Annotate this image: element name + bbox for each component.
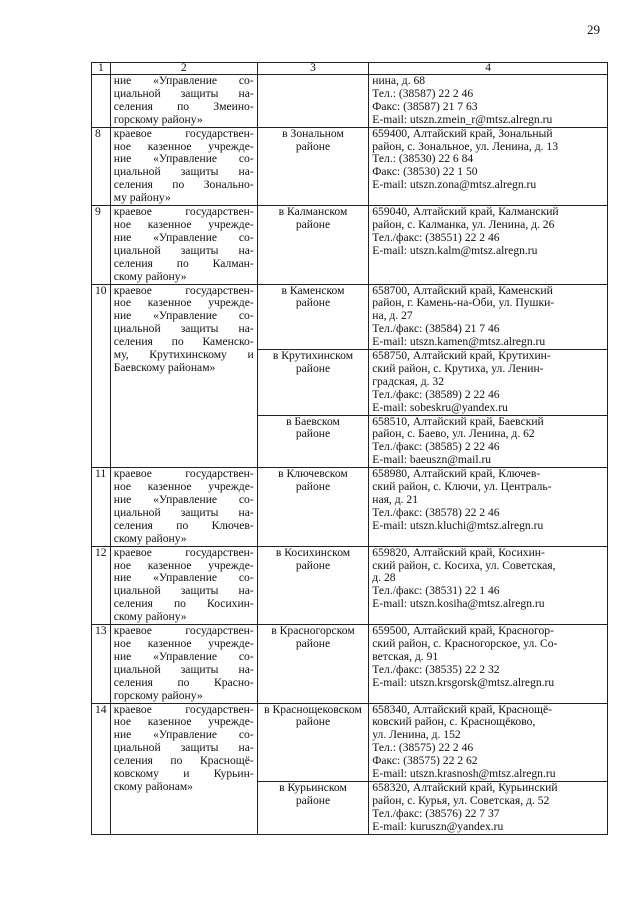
district-name: [257, 75, 369, 128]
district-name-line: районе: [295, 217, 331, 231]
contact-line: ский район, с. Красногорское, ул. Со-: [372, 636, 558, 650]
contact-line: E-mail: utszn.kalm@mtsz.alregn.ru: [372, 243, 538, 257]
contact-line: район, с. Зональное, ул. Ленина, д. 13: [372, 139, 558, 153]
institution-name-line: краевое государствен-: [113, 545, 254, 559]
institution-name-line: краевое государствен-: [113, 205, 254, 219]
contact-line: 658700, Алтайский край, Каменский: [372, 283, 553, 297]
contact-line: E-mail: kuruszn@yandex.ru: [372, 819, 504, 833]
contact-line: Тел./факс: (38589) 2 22 46: [372, 387, 500, 401]
contact-line: 659820, Алтайский край, Косихин-: [372, 545, 545, 559]
institution-name-line: ние «Управление со-: [113, 728, 254, 742]
contact-line: ский район, с. Ключи, ул. Централь-: [372, 480, 552, 494]
institution-name-line: скому району»: [113, 269, 187, 283]
table-row: [92, 625, 608, 703]
table-row: [92, 206, 608, 284]
district-name-line: в Ключевском: [278, 467, 348, 481]
district-name-line: районе: [295, 427, 331, 441]
contact-line: Тел.: (38587) 22 2 46: [372, 86, 474, 100]
contact-details: [369, 127, 608, 205]
contact-line: район, г. Камень-на-Оби, ул. Пушки-: [372, 296, 555, 310]
institution-name-line: ное казенное учрежде-: [113, 296, 254, 310]
header-cell: 1: [92, 63, 111, 75]
contact-details: [369, 415, 608, 468]
contact-line: 658510, Алтайский край, Баевский: [372, 414, 544, 428]
table-row: [92, 127, 608, 205]
contact-line: нина, д. 68: [372, 74, 426, 87]
table-row: [92, 546, 608, 624]
institution-name-line: циальной защиты на-: [113, 584, 254, 598]
institution-name: [110, 703, 257, 834]
institution-name: [110, 625, 257, 703]
institution-name-line: горскому району»: [113, 688, 203, 702]
district-name: [257, 781, 369, 834]
district-name-line: в Курьинском: [279, 780, 347, 794]
institution-name: [110, 75, 257, 128]
contact-line: Тел./факс: (38576) 22 7 37: [372, 806, 500, 820]
institution-name-line: селения по Каменско-: [113, 335, 254, 349]
institution-name: [110, 546, 257, 624]
institution-name-line: краевое государствен-: [113, 467, 254, 481]
district-name: [257, 206, 369, 284]
contact-details: [369, 350, 608, 416]
district-name-line: в Красногорском: [271, 624, 355, 638]
district-name-line: в Краснощековском: [264, 702, 362, 716]
district-name: [257, 350, 369, 416]
contact-line: Факс: (38530) 22 1 50: [372, 165, 478, 179]
table-row: [92, 75, 608, 128]
contact-line: район, с. Курья, ул. Советская, д. 52: [372, 793, 550, 807]
institution-name-line: селения по Зонально-: [113, 178, 254, 192]
contact-line: 659500, Алтайский край, Красногор-: [372, 624, 554, 638]
contact-details: [369, 468, 608, 546]
institution-name-line: циальной защиты на-: [113, 243, 254, 257]
institution-name-line: циальной защиты на-: [113, 741, 254, 755]
institution-name-line: краевое государствен-: [113, 126, 254, 140]
district-name-line: районе: [295, 361, 331, 375]
district-name: [257, 625, 369, 703]
contact-details: [369, 546, 608, 624]
row-number: 12: [92, 546, 111, 624]
institution-name-line: му, Крутихинскому и: [113, 348, 254, 362]
contact-line: на, д. 27: [372, 309, 413, 323]
district-name-line: в Баевском: [286, 414, 340, 428]
row-number: [92, 75, 111, 128]
district-name-line: районе: [295, 636, 331, 650]
row-number: 10: [92, 284, 111, 468]
row-number: 11: [92, 468, 111, 546]
contact-line: ул. Ленина, д. 152: [372, 728, 461, 742]
institution-name-line: краевое государствен-: [113, 624, 254, 638]
district-name-line: районе: [295, 296, 331, 310]
institution-name-line: ние «Управление со-: [113, 309, 254, 323]
institution-name-line: селения по Калман-: [113, 256, 254, 270]
contact-line: E-mail: utszn.kosiha@mtsz.alregn.ru: [372, 597, 545, 611]
row-number: 8: [92, 127, 111, 205]
contact-details: [369, 284, 608, 350]
contact-line: д. 28: [372, 571, 396, 585]
institution-name: [110, 206, 257, 284]
district-name: [257, 546, 369, 624]
district-name-line: в Каменском: [281, 283, 345, 297]
district-name: [257, 284, 369, 350]
row-number: 13: [92, 625, 111, 703]
district-name: [257, 468, 369, 546]
district-name-line: районе: [295, 480, 331, 494]
table-body: [92, 63, 608, 835]
contact-line: ветская, д. 91: [372, 649, 439, 663]
contact-line: 658750, Алтайский край, Крутихин-: [372, 349, 551, 363]
institution-name-line: селения по Красно-: [113, 675, 254, 689]
table-header-row: [92, 63, 608, 75]
institution-name-line: ние «Управление со-: [113, 152, 254, 166]
institution-name-line: ное казенное учрежде-: [113, 217, 254, 231]
institution-name-line: ние «Управление со-: [113, 571, 254, 585]
institution-name-line: селения по Змеино-: [113, 99, 254, 113]
institution-name-line: селения по Ключев-: [113, 518, 254, 532]
institution-name: [110, 127, 257, 205]
contact-line: ная, д. 21: [372, 493, 419, 506]
district-name: [257, 127, 369, 205]
institution-name: [110, 284, 257, 468]
contact-details: [369, 703, 608, 781]
contact-details: [369, 206, 608, 284]
district-name-line: районе: [295, 139, 331, 153]
institution-name-line: ное казенное учрежде-: [113, 558, 254, 572]
district-name-line: в Калманском: [278, 205, 348, 219]
table-row: [92, 284, 608, 350]
institution-name-line: краевое государствен-: [113, 702, 254, 716]
district-name-line: районе: [295, 793, 331, 807]
table-row: [92, 468, 608, 546]
contact-line: E-mail: utszn.krsgorsk@mtsz.alregn.ru: [372, 675, 555, 689]
institution-name-line: скому району»: [113, 531, 187, 545]
institution-name-line: скому району»: [113, 610, 187, 624]
row-number: 9: [92, 206, 111, 284]
institution-name-line: горскому району»: [113, 112, 203, 126]
contact-details: [369, 625, 608, 703]
table-row: [92, 703, 608, 781]
contact-line: район, с. Калманка, ул. Ленина, д. 26: [372, 217, 555, 231]
institution-name-line: ное казенное учрежде-: [113, 139, 254, 153]
contact-line: E-mail: utszn.zona@mtsz.alregn.ru: [372, 178, 537, 192]
district-name: [257, 703, 369, 781]
contact-line: ковский район, с. Краснощёково,: [372, 715, 536, 729]
contact-line: 658320, Алтайский край, Курьинский: [372, 780, 558, 794]
institution-name-line: краевое государствен-: [113, 283, 254, 297]
institution-name-line: селения по Краснощё-: [113, 754, 254, 768]
contact-line: градская, д. 32: [372, 374, 445, 388]
contact-line: E-mail: utszn.kluchi@mtsz.alregn.ru: [372, 518, 544, 532]
contact-line: Тел./факс: (38584) 21 7 46: [372, 322, 500, 336]
district-name-line: в Косихинском: [275, 545, 351, 559]
district-name-line: в Зональном: [282, 126, 344, 140]
contact-details: [369, 75, 608, 128]
contact-line: Тел.: (38575) 22 2 46: [372, 741, 474, 755]
institution-name-line: циальной защиты на-: [113, 86, 254, 100]
contact-line: E-mail: baeuszn@mail.ru: [372, 453, 492, 467]
contact-line: E-mail: utszn.kamen@mtsz.alregn.ru: [372, 335, 546, 349]
district-name-line: в Крутихинском: [272, 349, 354, 363]
contact-line: Тел./факс: (38531) 22 1 46: [372, 584, 500, 598]
institution-name-line: циальной защиты на-: [113, 165, 254, 179]
contact-line: 659400, Алтайский край, Зональный: [372, 126, 553, 140]
header-cell: 2: [110, 63, 257, 75]
institution-name-line: циальной защиты на-: [113, 662, 254, 676]
institution-name-line: ние «Управление со-: [113, 74, 254, 87]
contact-line: Тел./факс: (38578) 22 2 46: [372, 505, 500, 519]
district-name-line: районе: [295, 715, 331, 729]
institution-name-line: ние «Управление со-: [113, 649, 254, 663]
contact-line: ский район, с. Крутиха, ул. Ленин-: [372, 361, 544, 375]
page-number: 29: [587, 22, 600, 37]
contact-line: E-mail: utszn.zmein_r@mtsz.alregn.ru: [372, 112, 553, 126]
contact-line: Факс: (38587) 21 7 63: [372, 99, 478, 113]
institution-name-line: циальной защиты на-: [113, 322, 254, 336]
contact-line: E-mail: utszn.krasnosh@mtsz.alregn.ru: [372, 767, 556, 781]
institution-name-line: селения по Косихин-: [113, 597, 254, 611]
district-name-line: районе: [295, 558, 331, 572]
row-number: 14: [92, 703, 111, 834]
institution-name-line: ковскому и Курьин-: [113, 767, 254, 781]
contact-line: Тел.: (38530) 22 6 84: [372, 152, 474, 166]
contact-line: Факс: (38575) 22 2 62: [372, 754, 478, 768]
institution-name: [110, 468, 257, 546]
contact-line: Тел./факс: (38585) 2 22 46: [372, 440, 500, 454]
header-cell: 3: [257, 63, 369, 75]
contact-line: Тел./факс: (38535) 22 2 32: [372, 662, 500, 676]
institution-name-line: ние «Управление со-: [113, 493, 254, 506]
institution-name-line: ное казенное учрежде-: [113, 480, 254, 494]
institution-name-line: му району»: [113, 191, 171, 205]
institution-name-line: ное казенное учрежде-: [113, 715, 254, 729]
contact-line: район, с. Баево, ул. Ленина, д. 62: [372, 427, 535, 441]
contact-line: Тел./факс: (38551) 22 2 46: [372, 230, 500, 244]
contact-line: 658340, Алтайский край, Краснощё-: [372, 702, 552, 716]
institution-name-line: ние «Управление со-: [113, 230, 254, 244]
institution-name-line: циальной защиты на-: [113, 505, 254, 519]
header-cell: 4: [369, 63, 608, 75]
contact-line: 659040, Алтайский край, Калманский: [372, 205, 559, 219]
contact-line: ский район, с. Косиха, ул. Советская,: [372, 558, 556, 572]
contact-details: [369, 781, 608, 834]
contact-line: E-mail: sobeskru@yandex.ru: [372, 400, 508, 414]
institution-name-line: Баевскому районам»: [113, 360, 216, 374]
institution-name-line: ное казенное учрежде-: [113, 636, 254, 650]
institutions-table: [91, 62, 608, 835]
contact-line: 658980, Алтайский край, Ключев-: [372, 467, 541, 481]
district-name: [257, 415, 369, 468]
institution-name-line: скому районам»: [113, 779, 193, 793]
